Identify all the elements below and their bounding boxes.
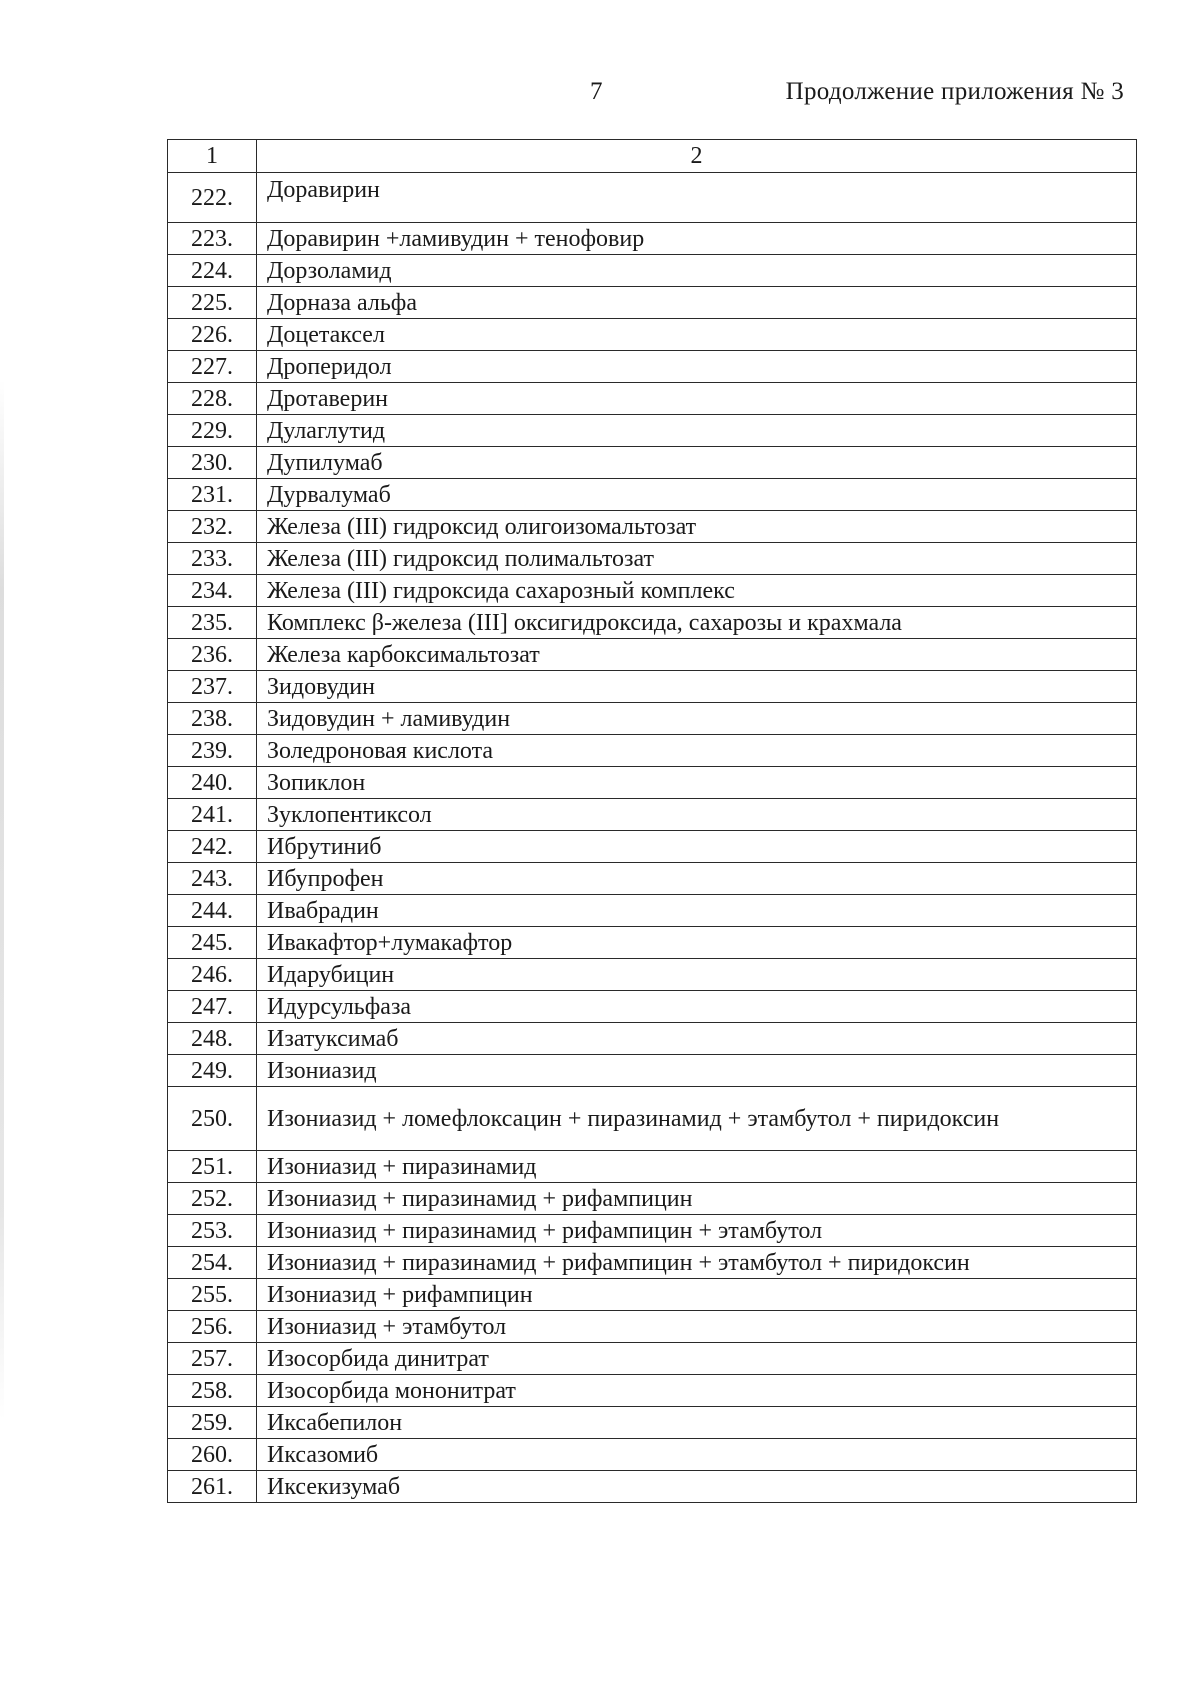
drug-name: Дротаверин [257, 383, 1137, 415]
table-row [168, 1055, 1137, 1087]
table-row [168, 479, 1137, 511]
continuation-heading: Продолжение приложения № 3 [785, 78, 1124, 105]
drug-name: Изониазид + ломефлоксацин + пиразинамид + этамбутол + пиридоксин [257, 1087, 1137, 1151]
drug-name: Иксазомиб [257, 1439, 1137, 1471]
drug-name: Изониазид + этамбутол [257, 1311, 1137, 1343]
row-number: 225. [168, 287, 257, 319]
table-row [168, 319, 1137, 351]
row-number: 243. [168, 863, 257, 895]
drug-name: Дроперидол [257, 351, 1137, 383]
table-row [168, 1439, 1137, 1471]
row-number: 232. [168, 511, 257, 543]
row-number: 233. [168, 543, 257, 575]
drug-name: Дурвалумаб [257, 479, 1137, 511]
drug-name: Изониазид + рифампицин [257, 1279, 1137, 1311]
row-number: 255. [168, 1279, 257, 1311]
row-number: 241. [168, 799, 257, 831]
table-row [168, 447, 1137, 479]
drug-name: Железа (III) гидроксид полимальтозат [257, 543, 1137, 575]
row-number: 257. [168, 1343, 257, 1375]
table-row [168, 383, 1137, 415]
table-row [168, 927, 1137, 959]
row-number: 261. [168, 1471, 257, 1503]
drug-name: Изониазид [257, 1055, 1137, 1087]
drug-name: Зопиклон [257, 767, 1137, 799]
drug-name: Железа карбоксимальтозат [257, 639, 1137, 671]
row-number: 260. [168, 1439, 257, 1471]
table-row [168, 959, 1137, 991]
table-row [168, 607, 1137, 639]
table-row [168, 895, 1137, 927]
drug-name: Дорназа альфа [257, 287, 1137, 319]
row-number: 240. [168, 767, 257, 799]
table-row [168, 671, 1137, 703]
row-number: 244. [168, 895, 257, 927]
drug-name: Идурсульфаза [257, 991, 1137, 1023]
row-number: 238. [168, 703, 257, 735]
table-row [168, 223, 1137, 255]
drug-name: Золедроновая кислота [257, 735, 1137, 767]
table-row [168, 991, 1137, 1023]
row-number: 245. [168, 927, 257, 959]
drug-name: Доравирин [257, 173, 1137, 223]
drug-name: Зидовудин + ламивудин [257, 703, 1137, 735]
drug-name: Ибрутиниб [257, 831, 1137, 863]
row-number: 234. [168, 575, 257, 607]
row-number: 224. [168, 255, 257, 287]
table-row [168, 1375, 1137, 1407]
row-number: 229. [168, 415, 257, 447]
row-number: 254. [168, 1247, 257, 1279]
row-number: 247. [168, 991, 257, 1023]
drug-name: Ивакафтор+лумакафтор [257, 927, 1137, 959]
row-number: 235. [168, 607, 257, 639]
table-header-row [168, 140, 1137, 173]
column-header-name: 2 [257, 140, 1137, 173]
table-row [168, 351, 1137, 383]
table-row [168, 1471, 1137, 1503]
table-row [168, 1311, 1137, 1343]
row-number: 237. [168, 671, 257, 703]
drug-name: Ивабрадин [257, 895, 1137, 927]
row-number: 258. [168, 1375, 257, 1407]
drug-name: Идарубицин [257, 959, 1137, 991]
row-number: 250. [168, 1087, 257, 1151]
drug-name: Дупилумаб [257, 447, 1137, 479]
table-row [168, 1407, 1137, 1439]
table-row [168, 703, 1137, 735]
row-number: 228. [168, 383, 257, 415]
table-row [168, 1023, 1137, 1055]
table-row [168, 415, 1137, 447]
table-row [168, 863, 1137, 895]
table-row [168, 1343, 1137, 1375]
drug-name: Изониазид + пиразинамид + рифампицин + этамбутол + пиридоксин [257, 1247, 1137, 1279]
drug-name: Иксабепилон [257, 1407, 1137, 1439]
row-number: 246. [168, 959, 257, 991]
row-number: 248. [168, 1023, 257, 1055]
drug-name: Зидовудин [257, 671, 1137, 703]
drug-name: Ибупрофен [257, 863, 1137, 895]
table-row [168, 575, 1137, 607]
row-number: 226. [168, 319, 257, 351]
drug-name: Дулаглутид [257, 415, 1137, 447]
drug-name: Изониазид + пиразинамид + рифампицин + этамбутол [257, 1215, 1137, 1247]
table-row [168, 287, 1137, 319]
row-number: 251. [168, 1151, 257, 1183]
table-row [168, 1215, 1137, 1247]
row-number: 259. [168, 1407, 257, 1439]
table-row [168, 173, 1137, 223]
table-row [168, 1151, 1137, 1183]
table-row [168, 1087, 1137, 1151]
row-number: 231. [168, 479, 257, 511]
row-number: 223. [168, 223, 257, 255]
row-number: 230. [168, 447, 257, 479]
table-row [168, 831, 1137, 863]
table-row [168, 767, 1137, 799]
row-number: 253. [168, 1215, 257, 1247]
table-row [168, 1279, 1137, 1311]
drug-name: Железа (III) гидроксида сахарозный комплекс [257, 575, 1137, 607]
row-number: 252. [168, 1183, 257, 1215]
table-row [168, 1183, 1137, 1215]
table-row [168, 639, 1137, 671]
row-number: 242. [168, 831, 257, 863]
row-number: 236. [168, 639, 257, 671]
table-row [168, 255, 1137, 287]
drug-name: Дорзоламид [257, 255, 1137, 287]
table-row [168, 511, 1137, 543]
drug-name: Зуклопентиксол [257, 799, 1137, 831]
row-number: 227. [168, 351, 257, 383]
drug-name: Доцетаксел [257, 319, 1137, 351]
drug-list-table [167, 139, 1137, 1503]
page-number: 7 [590, 78, 603, 105]
column-header-number: 1 [168, 140, 257, 173]
drug-name: Изониазид + пиразинамид [257, 1151, 1137, 1183]
table-row [168, 1247, 1137, 1279]
drug-name: Изатуксимаб [257, 1023, 1137, 1055]
drug-name: Комплекс β-железа (III] оксигидроксида, сахарозы и крахмала [257, 607, 1137, 639]
row-number: 249. [168, 1055, 257, 1087]
table-row [168, 799, 1137, 831]
row-number: 222. [168, 173, 257, 223]
drug-name: Иксекизумаб [257, 1471, 1137, 1503]
row-number: 239. [168, 735, 257, 767]
drug-name: Изосорбида динитрат [257, 1343, 1137, 1375]
table-row [168, 735, 1137, 767]
drug-name: Изониазид + пиразинамид + рифампицин [257, 1183, 1137, 1215]
scan-edge-mark [0, 380, 4, 1420]
table-row [168, 543, 1137, 575]
row-number: 256. [168, 1311, 257, 1343]
drug-name: Доравирин +ламивудин + тенофовир [257, 223, 1137, 255]
drug-name: Железа (III) гидроксид олигоизомальтозат [257, 511, 1137, 543]
drug-name: Изосорбида мононитрат [257, 1375, 1137, 1407]
